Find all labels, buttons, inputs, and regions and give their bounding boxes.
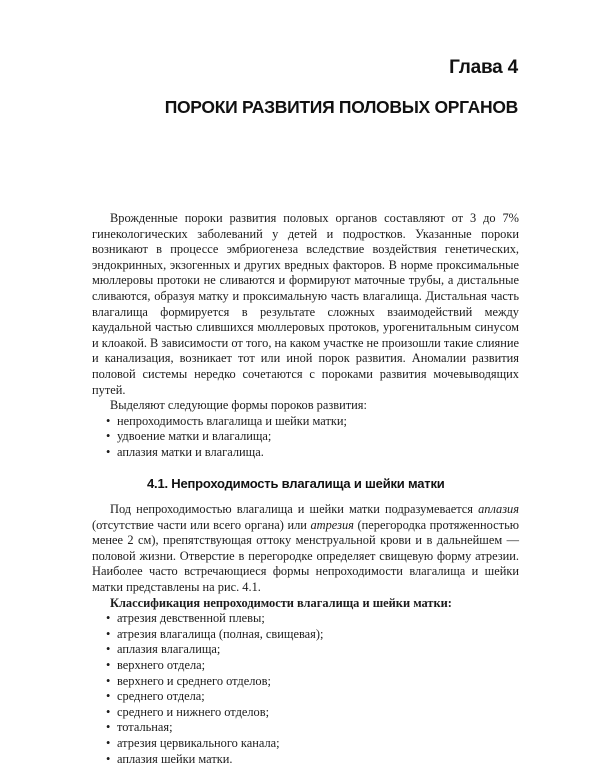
list-item: • среднего и нижнего отделов; (106, 704, 270, 719)
list-item: • атрезия девственной плевы; (106, 611, 265, 626)
bullet-icon: • (106, 720, 111, 735)
list-item: • удвоение матки и влагалища; (106, 429, 272, 444)
list-item: • верхнего отдела; (106, 658, 206, 673)
bullet-icon: • (106, 611, 111, 626)
term-aplasia: аплазия (478, 502, 519, 517)
list-item: • тотальная; (106, 720, 173, 735)
bullet-icon: • (106, 444, 111, 459)
bullet-icon: • (106, 429, 111, 444)
list-item: • аплазия влагалища; (106, 642, 221, 657)
page-body (92, 211, 519, 767)
list-item: • среднего отдела; (106, 689, 205, 704)
classification-label: Классификация непроходимости влагалища и шейки матки: (110, 595, 452, 610)
chapter-heading: Глава 4 (449, 57, 518, 78)
list-item: • аплазия матки и влагалища. (106, 444, 264, 459)
bullet-icon: • (106, 751, 111, 766)
bullet-icon: • (106, 673, 111, 688)
forms-list (92, 414, 519, 461)
list-item: • непроходимость влагалища и шейки матки; (106, 413, 347, 428)
bullet-icon: • (106, 704, 111, 719)
section-heading: 4.1. Непроходимость влагалища и шейки матки (147, 475, 445, 491)
list-item: • атрезия влагалища (полная, свищевая); (106, 626, 324, 641)
classification-list (92, 611, 519, 767)
list-item: • верхнего и среднего отделов; (106, 673, 271, 688)
section-paragraph: Под непроходимостью влагалища и шейки матки подразумевается аплазия (отсутствие части или всего органа) или атрезия (перегородка протяженностью менее 2 см), препятствующая оттоку менструальной крови и в дальнейшем — половой жизни. Отверстие в перегородке определяет свищевую форму атрезии. Наиболее часто встречающиеся формы непроходимости влагалища и шейки матки представлены на рис. 4.1. (92, 502, 519, 595)
bullet-icon: • (106, 626, 111, 641)
chapter-title: ПОРОКИ РАЗВИТИЯ ПОЛОВЫХ ОРГАНОВ (164, 97, 518, 117)
forms-lead: Выделяют следующие формы пороков развития: (110, 398, 367, 413)
bullet-icon: • (106, 658, 111, 673)
list-item: • аплазия шейки матки. (106, 751, 233, 766)
list-item: • атрезия цервикального канала; (106, 736, 280, 750)
bullet-icon: • (106, 689, 111, 704)
bullet-icon: • (106, 736, 111, 750)
bullet-icon: • (106, 413, 111, 428)
intro-paragraph: Врожденные пороки развития половых органов составляют от 3 до 7% гинекологических заболеваний у детей и подростков. Указанные пороки возникают в процессе эмбриогенеза вследствие воздействия генетических, эндокринных, экзогенных и других вредных факторов. В норме проксимальные мюллеровы протоки не сливаются и формируют маточные трубы, а дистальные сливаются, образуя матку и проксимальную часть влагалища. Дистальная часть влагалища формируется в результате сложных взаимодействий между каудальной частью слившихся мюллеровых протоков, урогенитальным синусом и клоакой. В зависимости от того, на каком участке не произошли такие слияние и канализация, возникает тот или иной порок развития. Аномалии развития половой системы нередко сочетаются с пороками развития мочевыводящих путей. (92, 211, 519, 397)
bullet-icon: • (106, 642, 111, 657)
term-atresia: атрезия (310, 517, 354, 532)
